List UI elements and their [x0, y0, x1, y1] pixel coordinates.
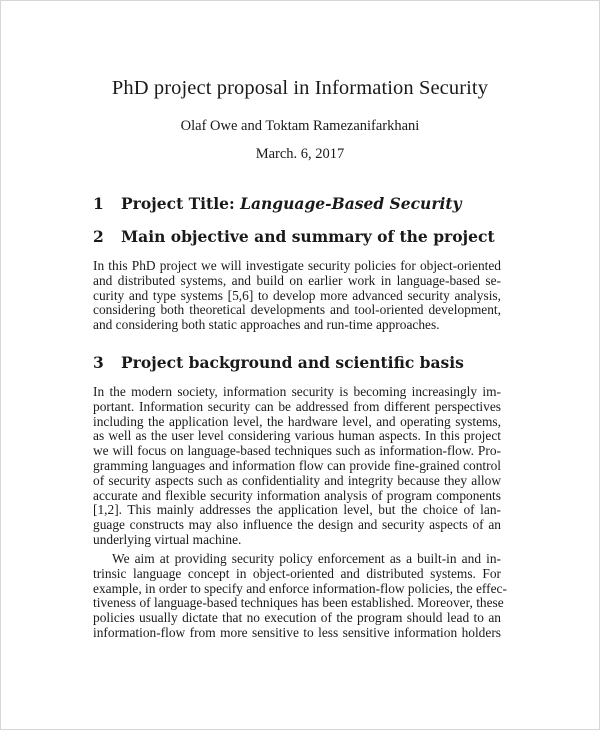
document-authors: Olaf Owe and Toktam Ramezanifarkhani — [180, 118, 420, 134]
text-line: portant. Information security can be addressed from different perspectives — [93, 398, 501, 414]
text-line: In the modern society, information security is becoming increasingly im- — [93, 384, 501, 399]
text-line: including the application level, the hardware level, and operating systems, — [93, 413, 501, 429]
paragraph-background-1 — [93, 385, 501, 548]
text-line: we will focus on language-based techniques such as information-flow. Pro- — [93, 443, 501, 459]
text-line: considering both theoretical developments and tool-oriented development, — [93, 302, 501, 318]
section-heading-3 — [93, 352, 513, 374]
section-number: 2 — [93, 227, 104, 246]
project-title-italic: Language-Based Security — [240, 194, 462, 213]
text-line: policies usually dictate that no execution of the program should lead to an — [93, 610, 501, 626]
text-line: and distributed systems, and build on earlier work in language-based se- — [93, 272, 501, 288]
text-line: underlying virtual machine. — [93, 531, 242, 547]
text-line: We aim at providing security policy enforcement as a built-in and in- — [112, 551, 501, 566]
document-title: PhD project proposal in Information Security — [111, 77, 489, 99]
text-line: of security aspects such as confidentiality and integrity because they allow — [93, 472, 501, 488]
text-line: information-flow from more sensitive to less sensitive information holders — [93, 624, 501, 640]
section-heading-1 — [93, 193, 513, 215]
text-line: and considering both static approaches and run-time approaches. — [93, 317, 440, 333]
text-line: In this PhD project we will investigate security policies for object-oriented — [93, 258, 501, 273]
section-title: Project background and scientific basis — [121, 353, 464, 372]
section-title: Project Title: — [121, 194, 235, 213]
document-date: March. 6, 2017 — [255, 146, 345, 162]
text-line: [1,2]. This mainly addresses the application level, but the choice of lan- — [93, 502, 501, 518]
text-line: as well as the user level considering various human aspects. In this project — [93, 428, 501, 444]
text-line: trinsic language concept in object-oriented and distributed systems. For — [93, 565, 501, 581]
section-heading-2 — [93, 226, 513, 248]
text-line: curity and type systems [5,6] to develop more advanced security analysis, — [93, 287, 501, 303]
section-title: Main objective and summary of the project — [121, 227, 495, 246]
section-number: 1 — [93, 194, 104, 213]
text-line: accurate and flexible security information analysis of program components — [93, 487, 501, 503]
text-line: gramming languages and information flow can provide fine-grained control — [93, 457, 501, 473]
text-line: example, in order to specify and enforce information-flow policies, the effec- — [93, 580, 507, 596]
paragraph-objective — [93, 259, 501, 333]
text-line: guage constructs may also influence the design and security aspects of an — [93, 517, 501, 533]
paragraph-background-2 — [93, 551, 507, 641]
text-line: tiveness of language-based techniques has been established. Moreover, these — [93, 595, 504, 611]
section-number: 3 — [93, 353, 104, 372]
